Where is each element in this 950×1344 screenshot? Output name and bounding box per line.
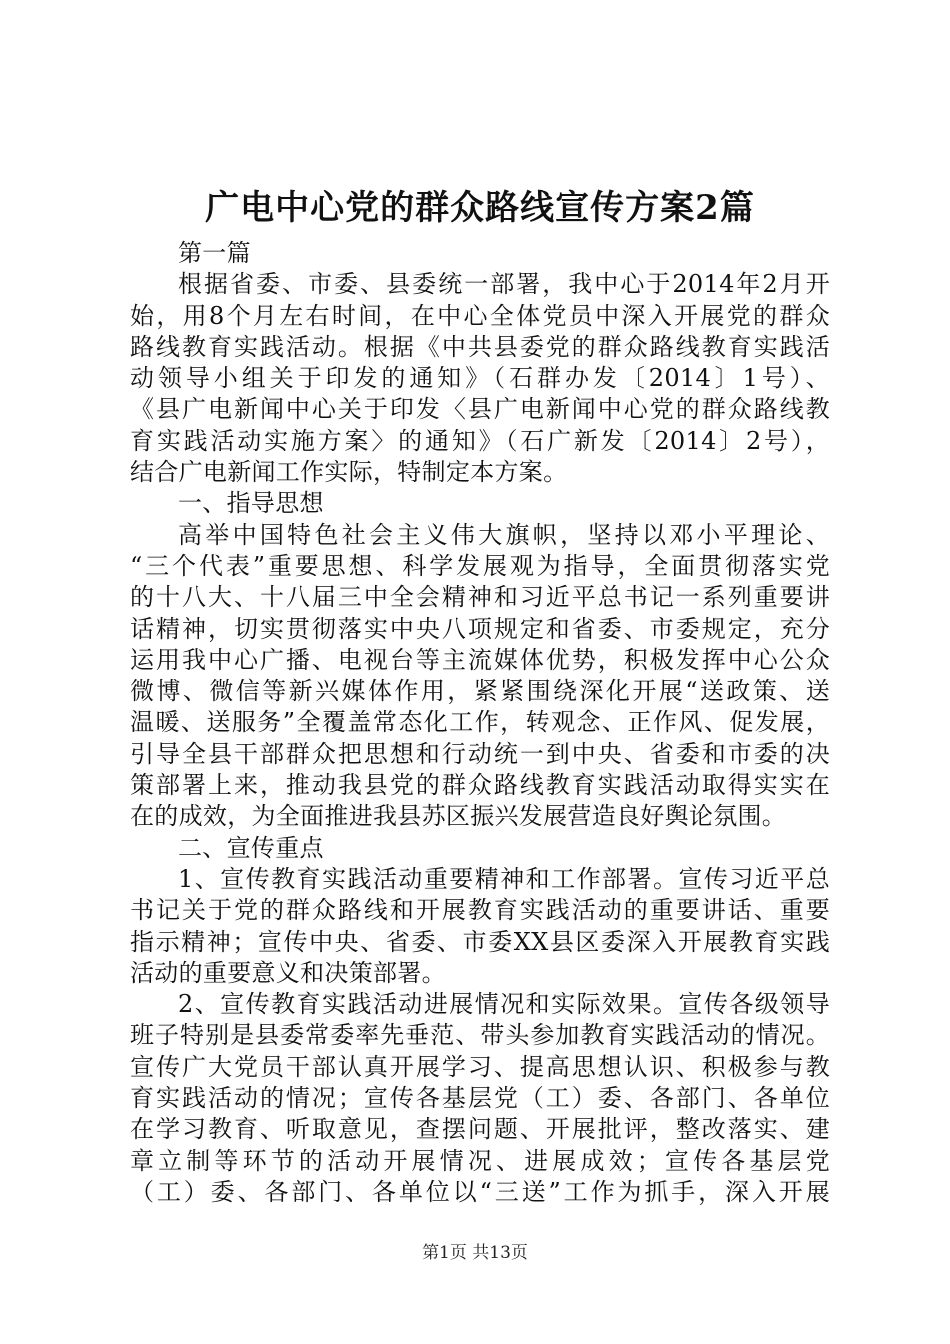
body-line: 路线教育实践活动。根据《中共县委党的群众路线教育实践活 — [130, 332, 830, 361]
body-line: 1、宣传教育实践活动重要精神和工作部署。宣传习近平总 — [178, 864, 830, 893]
body-line: 在学习教育、听取意见，查摆问题、开展批评，整改落实、建 — [130, 1115, 830, 1144]
body-line: “三个代表”重要思想、科学发展观为指导，全面贯彻落实党 — [130, 551, 830, 580]
body-line: 运用我中心广播、电视台等主流媒体优势，积极发挥中心公众 — [130, 645, 830, 674]
body-line: 班子特别是县委常委率先垂范、带头参加教育实践活动的情况。 — [130, 1021, 830, 1050]
body-line: 的十八大、十八届三中全会精神和习近平总书记一系列重要讲 — [130, 583, 830, 612]
body-line: 根据省委、市委、县委统一部署，我中心于2014年2月开 — [178, 270, 830, 299]
body-line: 育实践活动实施方案〉的通知》（石广新发〔2014〕2号）， — [130, 426, 830, 455]
body-line: 一、指导思想 — [178, 489, 324, 518]
body-line: 策部署上来，推动我县党的群众路线教育实践活动取得实实在 — [130, 771, 830, 800]
body-line: 高举中国特色社会主义伟大旗帜，坚持以邓小平理论、 — [178, 520, 830, 549]
body-line: 结合广电新闻工作实际，特制定本方案。 — [130, 458, 568, 487]
body-line: 微博、微信等新兴媒体作用，紧紧围绕深化开展“送政策、送 — [130, 677, 830, 706]
body-line: 章立制等环节的活动开展情况、进展成效；宣传各基层党 — [130, 1146, 830, 1175]
document-page — [130, 186, 830, 1208]
body-line: 宣传广大党员干部认真开展学习、提高思想认识、积极参与教 — [130, 1052, 830, 1081]
body-line: 指示精神；宣传中央、省委、市委XX县区委深入开展教育实践 — [130, 927, 830, 956]
body-line: 引导全县干部群众把思想和行动统一到中央、省委和市委的决 — [130, 739, 830, 768]
body-line: 二、宣传重点 — [178, 833, 324, 862]
body-line: 育实践活动的情况；宣传各基层党（工）委、各部门、各单位 — [130, 1084, 830, 1113]
document-title: 广电中心党的群众路线宣传方案2篇 — [205, 188, 755, 228]
body-line: 《县广电新闻中心关于印发〈县广电新闻中心党的群众路线教 — [130, 395, 830, 424]
page-footer: 第1页 共13页 — [422, 1243, 528, 1263]
body-line: 温暖、送服务”全覆盖常态化工作，转观念、正作风、促发展， — [130, 708, 830, 737]
body-line: 在的成效，为全面推进我县苏区振兴发展营造良好舆论氛围。 — [130, 802, 787, 831]
body-line: （工）委、各部门、各单位以“三送”工作为抓手，深入开展 — [130, 1177, 830, 1206]
document-body — [130, 238, 830, 1208]
body-line: 活动的重要意义和决策部署。 — [130, 958, 446, 987]
body-line: 动领导小组关于印发的通知》（石群办发〔2014〕1号）、 — [130, 364, 830, 393]
body-line: 话精神，切实贯彻落实中央八项规定和省委、市委规定，充分 — [130, 614, 830, 643]
body-line: 2、宣传教育实践活动进展情况和实际效果。宣传各级领导 — [178, 990, 830, 1019]
body-line: 书记关于党的群众路线和开展教育实践活动的重要讲话、重要 — [130, 896, 830, 925]
body-line: 始，用8个月左右时间，在中心全体党员中深入开展党的群众 — [130, 301, 830, 330]
body-line: 第一篇 — [178, 239, 251, 267]
